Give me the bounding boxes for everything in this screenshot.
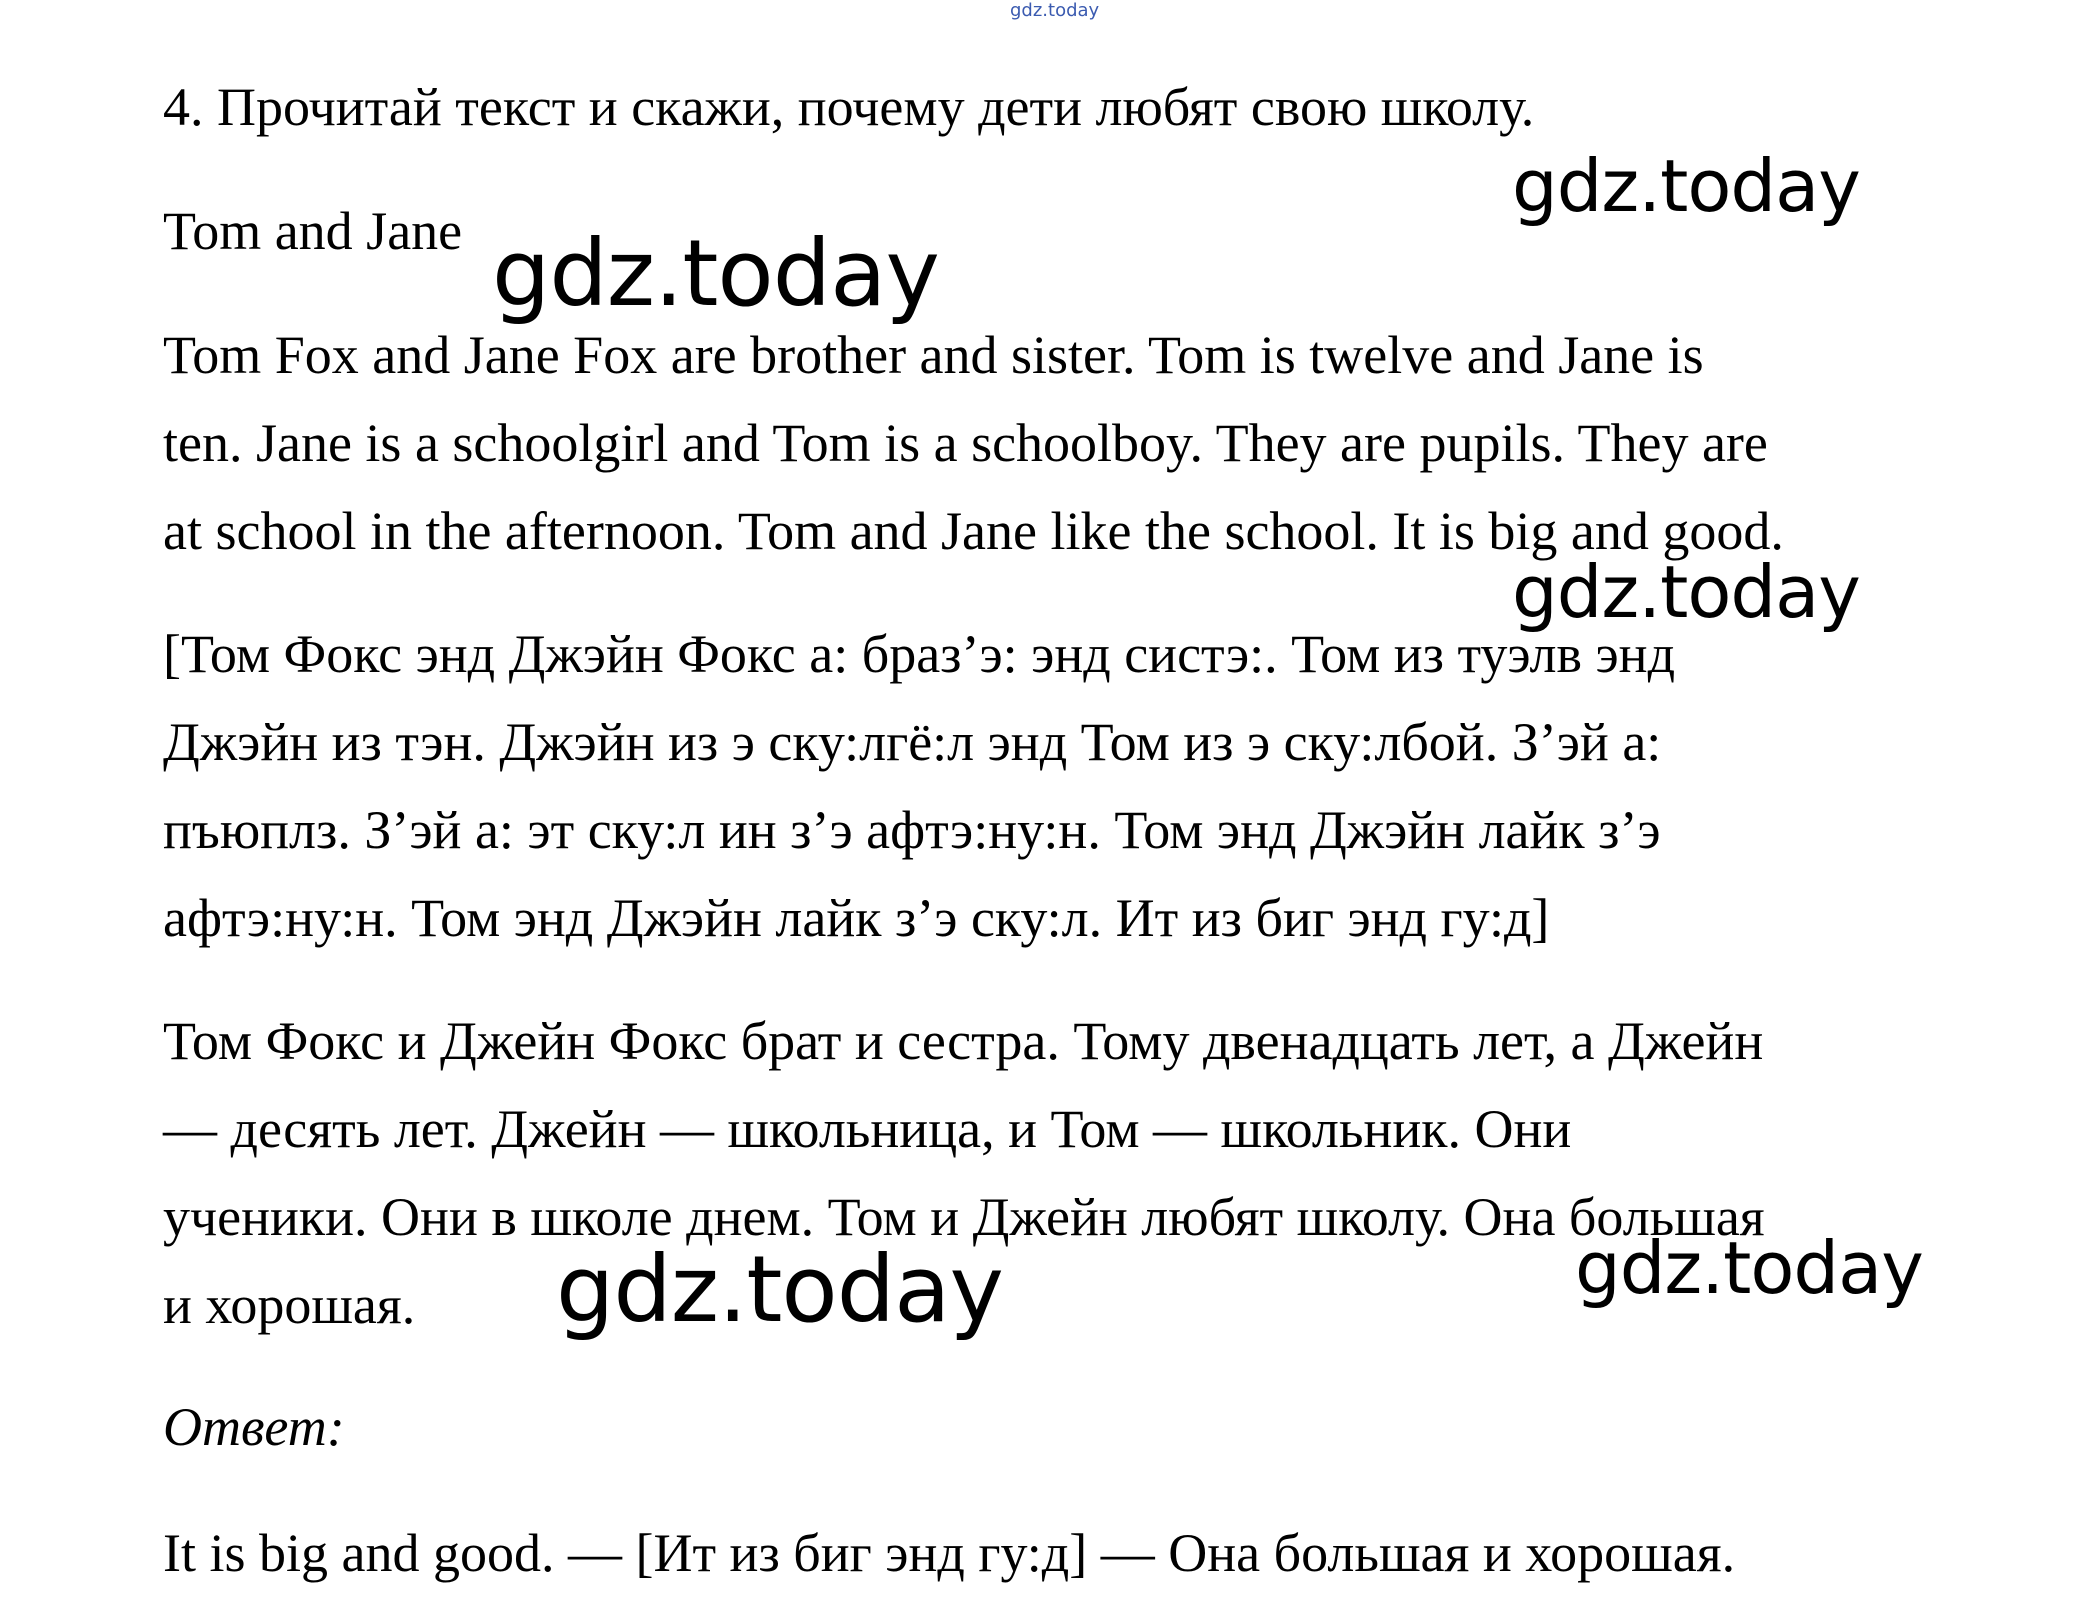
answer-label: Ответ: xyxy=(163,1397,345,1457)
translation-line: Том Фокс и Джейн Фокс брат и сестра. Тому двенадцать лет, а Джейн xyxy=(163,1011,1764,1071)
watermark-logo: gdz.today xyxy=(556,1236,1003,1343)
watermark-logo: gdz.today xyxy=(1512,550,1860,634)
transcription-line: [Том Фокс энд Джэйн Фокс а: браз’э: энд систэ:. Том из туэлв энд xyxy=(163,624,1676,684)
transcription-line: Джэйн из тэн. Джэйн из э ску:лгё:л энд Том из э ску:лбой. З’эй а: xyxy=(163,712,1662,772)
watermark-logo: gdz.today xyxy=(1575,1226,1923,1310)
watermark-top-small: gdz.today xyxy=(1010,0,1100,21)
english-line: ten. Jane is a schoolgirl and Tom is a schoolboy. They are pupils. They are xyxy=(163,413,1768,473)
translation-line: и хорошая. xyxy=(163,1275,416,1335)
task-heading: 4. Прочитай текст и скажи, почему дети любят свою школу. xyxy=(163,77,1535,137)
watermark-logo: gdz.today xyxy=(492,220,939,327)
translation-line: ученики. Они в школе днем. Том и Джейн любят школу. Она большая xyxy=(163,1187,1765,1247)
translation-line: — десять лет. Джейн — школьница, и Том — школьник. Они xyxy=(163,1099,1572,1159)
watermark-logo: gdz.today xyxy=(1512,144,1860,228)
transcription-line: пъюплз. З’эй а: эт ску:л ин з’э афтэ:ну:н. Том энд Джэйн лайк з’э xyxy=(163,800,1661,860)
story-title: Tom and Jane xyxy=(163,201,463,261)
english-line: at school in the afternoon. Tom and Jane like the school. It is big and good. xyxy=(163,501,1784,561)
english-line: Tom Fox and Jane Fox are brother and sister. Tom is twelve and Jane is xyxy=(163,325,1704,385)
answer-text: It is big and good. — [Ит из биг энд гу:д] — Она большая и хорошая. xyxy=(163,1523,1736,1583)
transcription-line: афтэ:ну:н. Том энд Джэйн лайк з’э ску:л. Ит из биг энд гу:д] xyxy=(163,888,1550,948)
